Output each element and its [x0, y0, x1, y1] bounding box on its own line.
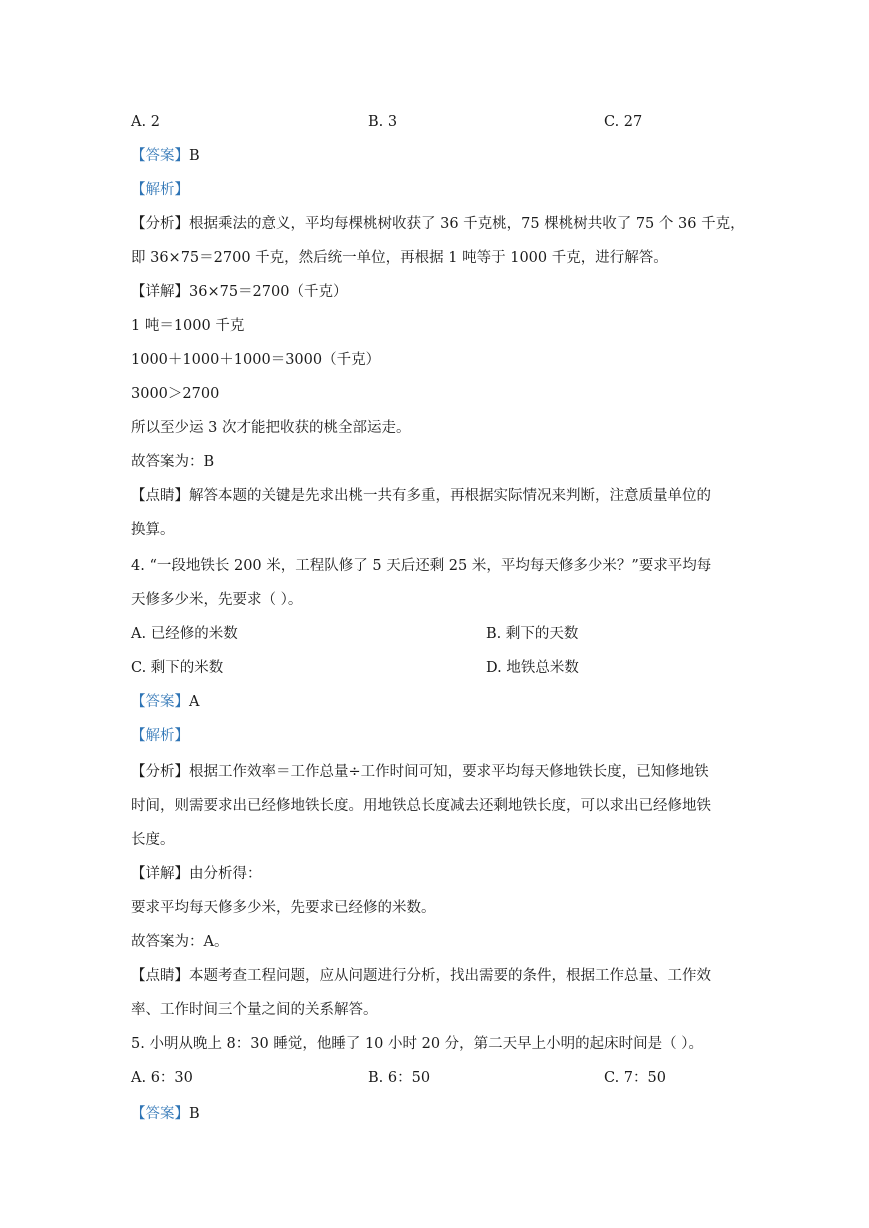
q4-option-a: A. 已经修的米数: [131, 626, 238, 642]
fenxi-text: 根据乘法的意义，平均每棵桃树收获了 36 千克桃，75 棵桃树共收了 75 个 36 千克，: [189, 216, 745, 232]
q5-option-c: C. 7：50: [604, 1070, 666, 1086]
q4-stem-line1: 4. “一段地铁长 200 米，工程队修了 5 天后还剩 25 米，平均每天修多少米？”要求平均每: [131, 558, 712, 574]
q3-step-4: 3000＞2700: [131, 386, 220, 402]
q3-fenxi: [131, 214, 745, 234]
answer-tag: 【答案】: [131, 148, 189, 164]
q5-stem: 5. 小明从晚上 8：30 睡觉，他睡了 10 小时 20 分，第二天早上小明的起床时间是（ ）。: [131, 1036, 704, 1052]
q3-option-b: B. 3: [368, 114, 398, 130]
q4-option-d: D. 地铁总米数: [486, 660, 579, 676]
q3-dianjing: [131, 486, 711, 506]
q4-option-b: B. 剩下的天数: [486, 626, 579, 642]
fenxi-text: 根据工作效率＝工作总量÷工作时间可知，要求平均每天修地铁长度，已知修地铁: [189, 764, 709, 780]
q4-fenxi-line2: 时间，则需要求出已经修地铁长度。用地铁总长度减去还剩地铁长度，可以求出已经修地铁: [131, 798, 711, 814]
dianjing-text: 本题考查工程问题，应从问题进行分析，找出需要的条件，根据工作总量、工作效: [189, 968, 711, 984]
q3-option-c: C. 27: [604, 114, 643, 130]
q5-option-a: A. 6：30: [131, 1070, 193, 1086]
xiangjie-tag: 【详解】: [131, 866, 189, 882]
q4-dianjing-line2: 率、工作时间三个量之间的关系解答。: [131, 1002, 378, 1018]
q4-dianjing: [131, 966, 711, 986]
q3-conclusion: 故答案为：B: [131, 454, 215, 470]
q3-fenxi-line2: 即 36×75＝2700 千克，然后统一单位，再根据 1 吨等于 1000 千克，进行解答。: [131, 250, 668, 266]
dianjing-text: 解答本题的关键是先求出桃一共有多重，再根据实际情况来判断，注意质量单位的: [189, 488, 711, 504]
xiangjie-text: 由分析得：: [189, 866, 262, 882]
q4-fenxi-line3: 长度。: [131, 832, 175, 848]
dianjing-tag: 【点睛】: [131, 968, 189, 984]
q3-xiangjie: [131, 282, 347, 302]
q3-analysis-heading: [131, 180, 189, 200]
q4-analysis-heading: [131, 726, 189, 746]
q3-dianjing-line2: 换算。: [131, 522, 175, 538]
q4-xiangjie: [131, 864, 262, 884]
q4-step-2: 要求平均每天修多少米，先要求已经修的米数。: [131, 900, 436, 916]
answer-tag: 【答案】: [131, 1106, 189, 1122]
q4-stem-line2: 天修多少米，先要求（ ）。: [131, 592, 303, 608]
q3-step-5: 所以至少运 3 次才能把收获的桃全部运走。: [131, 420, 411, 436]
q4-fenxi: [131, 762, 709, 782]
q4-option-c: C. 剩下的米数: [131, 660, 224, 676]
fenxi-tag: 【分析】: [131, 216, 189, 232]
q3-step-3: 1000＋1000＋1000＝3000（千克）: [131, 352, 381, 368]
answer-value: B: [189, 148, 200, 164]
q4-conclusion: 故答案为：A。: [131, 934, 229, 950]
q5-answer: [131, 1104, 200, 1124]
analysis-tag: 【解析】: [131, 728, 189, 744]
q3-step-2: 1 吨＝1000 千克: [131, 318, 245, 334]
fenxi-tag: 【分析】: [131, 764, 189, 780]
q3-answer: [131, 146, 200, 166]
xiangjie-text: 36×75＝2700（千克）: [189, 284, 348, 300]
analysis-tag: 【解析】: [131, 182, 189, 198]
dianjing-tag: 【点睛】: [131, 488, 189, 504]
q5-option-b: B. 6：50: [368, 1070, 431, 1086]
answer-value: A: [189, 694, 200, 710]
xiangjie-tag: 【详解】: [131, 284, 189, 300]
answer-value: B: [189, 1106, 200, 1122]
q3-option-a: A. 2: [131, 114, 160, 130]
q4-answer: [131, 692, 199, 712]
answer-tag: 【答案】: [131, 694, 189, 710]
